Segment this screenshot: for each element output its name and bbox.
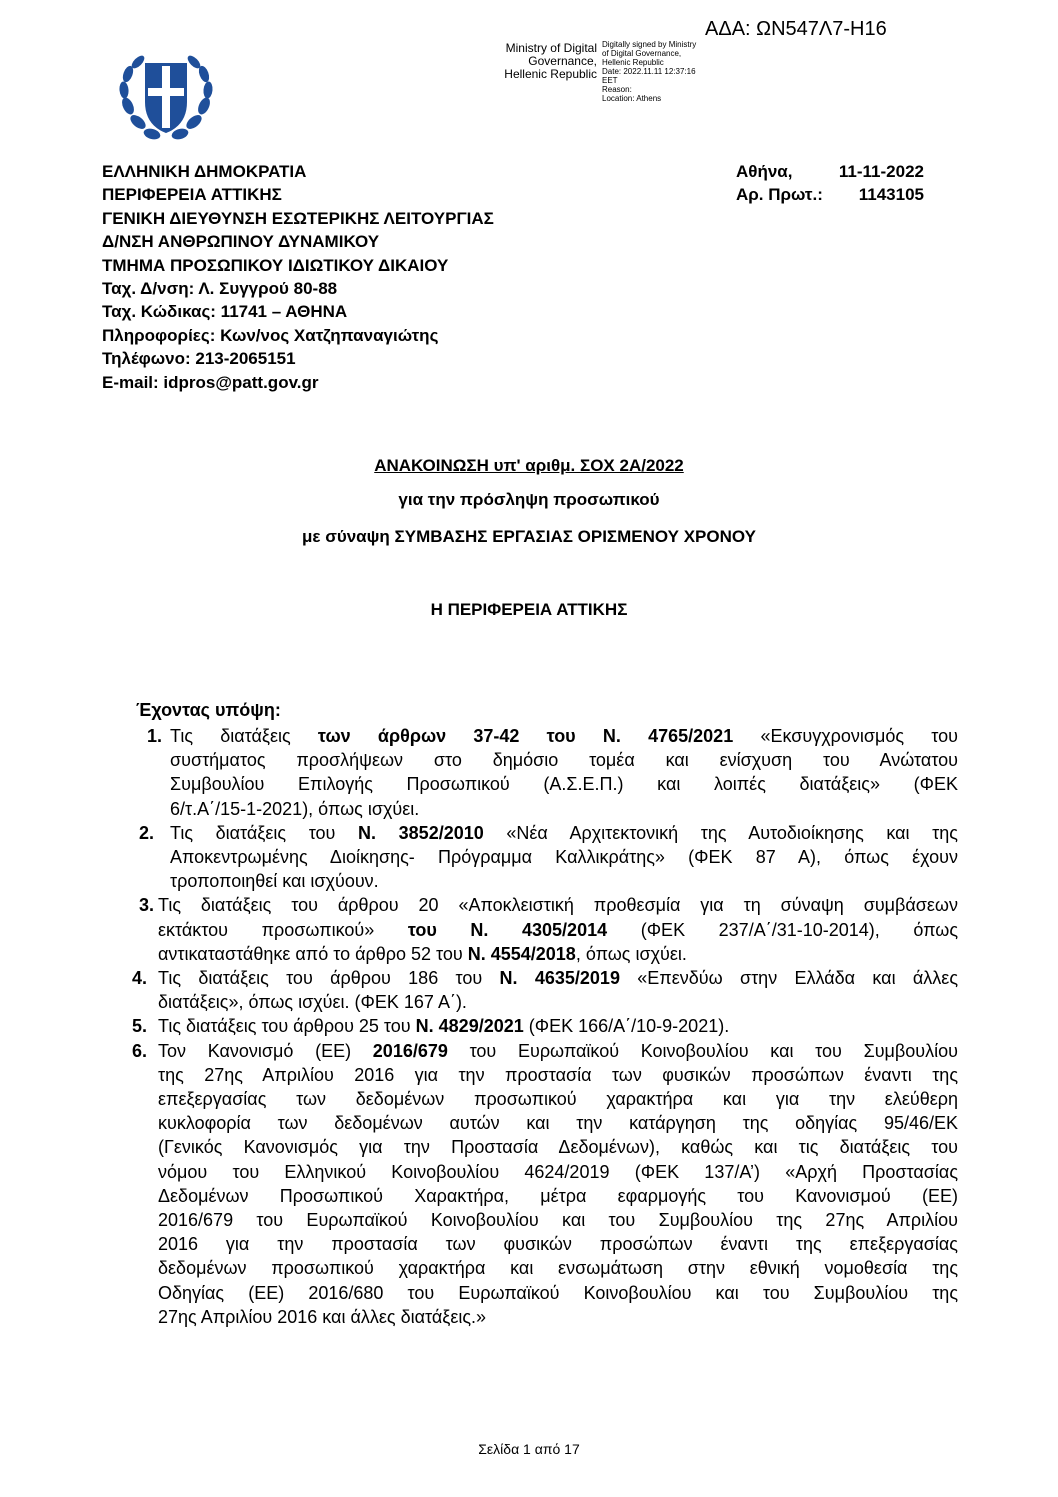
- date-row: [736, 160, 924, 183]
- list-item-number: 3.: [139, 895, 155, 916]
- text-line: [158, 1135, 958, 1159]
- text-run: Τις διατάξεις του άρθρου 20 «Αποκλειστική προθεσμία για τη σύναψη συμβάσεων: [158, 895, 958, 916]
- text-run: (ΦΕΚ 166/Α΄/10-9-2021).: [523, 1016, 730, 1037]
- text-line: [158, 1063, 958, 1087]
- protocol-value: 1143105: [858, 185, 924, 205]
- text-run: (Γενικός Κανονισμός για την Προστασία Δεδομένων), καθώς και τις διατάξεις του: [158, 1137, 958, 1158]
- list-item-number: 1.: [147, 726, 163, 746]
- bold-text: Ν. 3852/2010: [358, 822, 484, 843]
- text-run: εκτάκτου προσωπικού»: [158, 919, 408, 940]
- text-line: [158, 1184, 958, 1208]
- list-item-text: [158, 893, 958, 966]
- list-item-number: 5.: [132, 1016, 148, 1037]
- text-run: Δεδομένων Προσωπικού Χαρακτήρα, μέτρα εφαρμογής του Κανονισμού (ΕΕ): [158, 1185, 958, 1206]
- text-line: [158, 1208, 958, 1232]
- date-protocol-block: [736, 160, 924, 207]
- signature-detail-line: EET: [602, 76, 618, 85]
- text-run: (ΦΕΚ 237/Α΄/31-10-2014), όπως: [607, 919, 959, 940]
- text-line: [170, 748, 958, 772]
- signature-detail-line: Reason:: [602, 85, 632, 94]
- text-line: [158, 1232, 958, 1256]
- text-run: 27ης Απριλίου 2016 και άλλες διατάξεις.»: [158, 1306, 487, 1327]
- list-item: [0, 821, 1058, 894]
- text-run: επεξεργασίας των δεδομένων προσωπικού χαρακτήρα και για την ελεύθερη: [158, 1089, 958, 1110]
- list-item: [0, 966, 1058, 1014]
- text-run: 2016 για την προστασία των φυσικών προσώπων έναντι της επεξεργασίας: [158, 1234, 958, 1255]
- issuing-authority: Η ΠΕΡΙΦΕΡΕΙΑ ΑΤΤΙΚΗΣ: [430, 600, 628, 619]
- list-item-text: [170, 821, 958, 894]
- text-line: [170, 869, 958, 893]
- list-item-text: [170, 724, 958, 821]
- signature-details: [602, 40, 712, 103]
- date-value: 11-11-2022: [838, 162, 924, 181]
- sender-line: Ταχ. Κώδικας: 11741 – ΑΘΗΝΑ: [102, 302, 348, 322]
- signature-detail-line: Date: 2022.11.11 12:37:16: [602, 67, 696, 76]
- signature-detail-line: Digitally signed by Ministry: [602, 40, 697, 49]
- sender-line: E-mail: idpros@patt.gov.gr: [102, 372, 319, 392]
- bold-text: Ν. 4554/2018: [467, 943, 576, 964]
- signature-signer: [484, 42, 597, 81]
- text-line: [158, 1087, 958, 1111]
- page-number: Σελίδα 1 από 17: [478, 1441, 580, 1457]
- text-run: Οδηγίας (ΕΕ) 2016/680 του Ευρωπαϊκού Κοινοβουλίου και του Συμβουλίου της: [158, 1282, 958, 1303]
- text-run: του Ευρωπαϊκού Κοινοβουλίου και του Συμβουλίου: [447, 1040, 958, 1061]
- date-label: Αθήνα,: [736, 162, 793, 181]
- text-line: [158, 1111, 958, 1135]
- text-run: «Εκσυγχρονισμός του: [733, 726, 958, 746]
- text-run: , όπως ισχύει.: [575, 943, 687, 964]
- sender-line: ΠΕΡΙΦΕΡΕΙΑ ΑΤΤΙΚΗΣ: [102, 185, 282, 205]
- text-run: Αποκεντρωμένης Διοίκησης- Πρόγραμμα Καλλικράτης» (ΦΕΚ 87 Α), όπως έχουν: [170, 847, 958, 868]
- list-item-text: [158, 1039, 958, 1329]
- bold-text: Ν. 4635/2019: [499, 968, 620, 989]
- list-item: [0, 724, 1058, 821]
- list-item: [0, 1014, 1058, 1038]
- text-run: Τις διατάξεις του άρθρου 186 του: [158, 968, 500, 989]
- text-run: Συμβουλίου Επιλογής Προσωπικού (Α.Σ.Ε.Π.) και λοιπές διατάξεις» (ΦΕΚ: [170, 774, 958, 795]
- signer-line: Governance,: [528, 54, 597, 68]
- signer-line: Ministry of Digital: [505, 41, 597, 55]
- text-line: [170, 821, 958, 845]
- text-run: «Επενδύω στην Ελλάδα και άλλες: [619, 968, 958, 989]
- protocol-label: Αρ. Πρωτ.:: [736, 185, 823, 205]
- sender-line: ΤΜΗΜΑ ΠΡΟΣΩΠΙΚΟΥ ΙΔΙΩΤΙΚΟΥ ΔΙΚΑΙΟΥ: [102, 255, 449, 275]
- considerations-list: [0, 724, 1058, 1329]
- signature-detail-line: Hellenic Republic: [602, 58, 664, 67]
- bold-text: του Ν. 4305/2014: [407, 919, 608, 940]
- text-line: [158, 1305, 958, 1329]
- list-item-number: 4.: [132, 968, 148, 989]
- text-line: [158, 1256, 958, 1280]
- bold-text: 2016/679: [372, 1040, 448, 1061]
- sender-line: Τηλέφωνο: 213-2065151: [102, 349, 296, 369]
- bold-text: Ν. 4829/2021: [415, 1016, 524, 1037]
- list-item: [0, 1039, 1058, 1329]
- text-line: [170, 845, 958, 869]
- announcement-title: ΑΝΑΚΟΙΝΩΣΗ υπ' αριθμ. ΣΟΧ 2Α/2022: [374, 456, 684, 475]
- list-item-text: [158, 1014, 958, 1038]
- text-run: τροποποιηθεί και ισχύουν.: [170, 871, 379, 892]
- text-line: [158, 942, 958, 966]
- text-line: [170, 797, 958, 821]
- text-run: Τις διατάξεις του άρθρου 25 του: [158, 1016, 416, 1037]
- text-run: Τις διατάξεις: [170, 726, 318, 746]
- ada-code: ΑΔΑ: ΩΝ547Λ7-Η16: [705, 18, 887, 40]
- sender-line: Ταχ. Δ/νση: Λ. Συγγρού 80-88: [102, 279, 338, 299]
- text-line: [158, 1039, 958, 1063]
- text-run: Τις διατάξεις του: [170, 822, 359, 843]
- text-line: [158, 1160, 958, 1184]
- announcement-contract-type: με σύναψη ΣΥΜΒΑΣΗΣ ΕΡΓΑΣΙΑΣ ΟΡΙΣΜΕΝΟΥ ΧΡΟΝΟΥ: [302, 527, 756, 546]
- sender-block: [102, 160, 494, 394]
- text-run: διατάξεις», όπως ισχύει. (ΦΕΚ 167 Α΄).: [158, 992, 467, 1013]
- text-run: αντικαταστάθηκε από το άρθρο 52 του: [158, 943, 468, 964]
- text-run: «Νέα Αρχιτεκτονική της Αυτοδιοίκησης και της: [483, 822, 958, 843]
- bold-text: των άρθρων 37-42 του Ν. 4765/2021: [317, 726, 734, 746]
- sender-line: ΓΕΝΙΚΗ ΔΙΕΥΘΥΝΣΗ ΕΣΩΤΕΡΙΚΗΣ ΛΕΙΤΟΥΡΓΙΑΣ: [102, 208, 494, 228]
- sender-line: ΕΛΛΗΝΙΚΗ ΔΗΜΟΚΡΑΤΙΑ: [102, 162, 307, 181]
- text-line: [158, 1014, 958, 1038]
- text-run: 2016/679 του Ευρωπαϊκού Κοινοβουλίου και του Συμβουλίου της 27ης Απριλίου: [158, 1210, 958, 1231]
- text-run: νόμου του Ελληνικού Κοινοβουλίου 4624/2019 (ΦΕΚ 137/Α’) «Αρχή Προστασίας: [158, 1161, 958, 1182]
- text-line: [170, 772, 958, 796]
- text-line: [158, 893, 958, 917]
- sender-line: Πληροφορίες: Κων/νος Χατζηπαναγιώτης: [102, 325, 439, 345]
- signer-line: Hellenic Republic: [504, 67, 597, 81]
- greek-coat-of-arms-icon: [114, 44, 218, 148]
- protocol-row: [736, 183, 924, 206]
- text-line: [158, 1281, 958, 1305]
- text-line: [158, 918, 958, 942]
- text-run: 6/τ.Α΄/15-1-2021), όπως ισχύει.: [170, 798, 420, 819]
- list-item-text: [158, 966, 958, 1014]
- text-run: κυκλοφορία των δεδομένων αυτών και την κατάργηση της οδηγίας 95/46/ΕΚ: [158, 1113, 958, 1134]
- announcement-subtitle: για την πρόσληψη προσωπικού: [398, 490, 660, 509]
- list-item-number: 2.: [139, 822, 155, 843]
- list-item-number: 6.: [132, 1040, 148, 1061]
- sender-line: Δ/ΝΣΗ ΑΝΘΡΩΠΙΝΟΥ ΔΥΝΑΜΙΚΟΥ: [102, 232, 380, 252]
- text-run: δεδομένων προσωπικού χαρακτήρα και ενσωμάτωση στην εθνική νομοθεσία της: [158, 1258, 958, 1279]
- text-run: συστήματος προσλήψεων στο δημόσιο τομέα και ενίσχυση του Ανώτατου: [170, 750, 958, 771]
- text-line: [158, 990, 958, 1014]
- text-run: της 27ης Απριλίου 2016 για την προστασία των φυσικών προσώπων έναντι της: [158, 1064, 958, 1085]
- text-line: [158, 966, 958, 990]
- considering-heading: Έχοντας υπόψη:: [136, 700, 281, 720]
- signature-detail-line: of Digital Governance,: [602, 49, 682, 58]
- text-line: [170, 724, 958, 748]
- text-run: Τον Κανονισμό (ΕΕ): [158, 1040, 373, 1061]
- list-item: [0, 893, 1058, 966]
- signature-detail-line: Location: Athens: [602, 94, 662, 103]
